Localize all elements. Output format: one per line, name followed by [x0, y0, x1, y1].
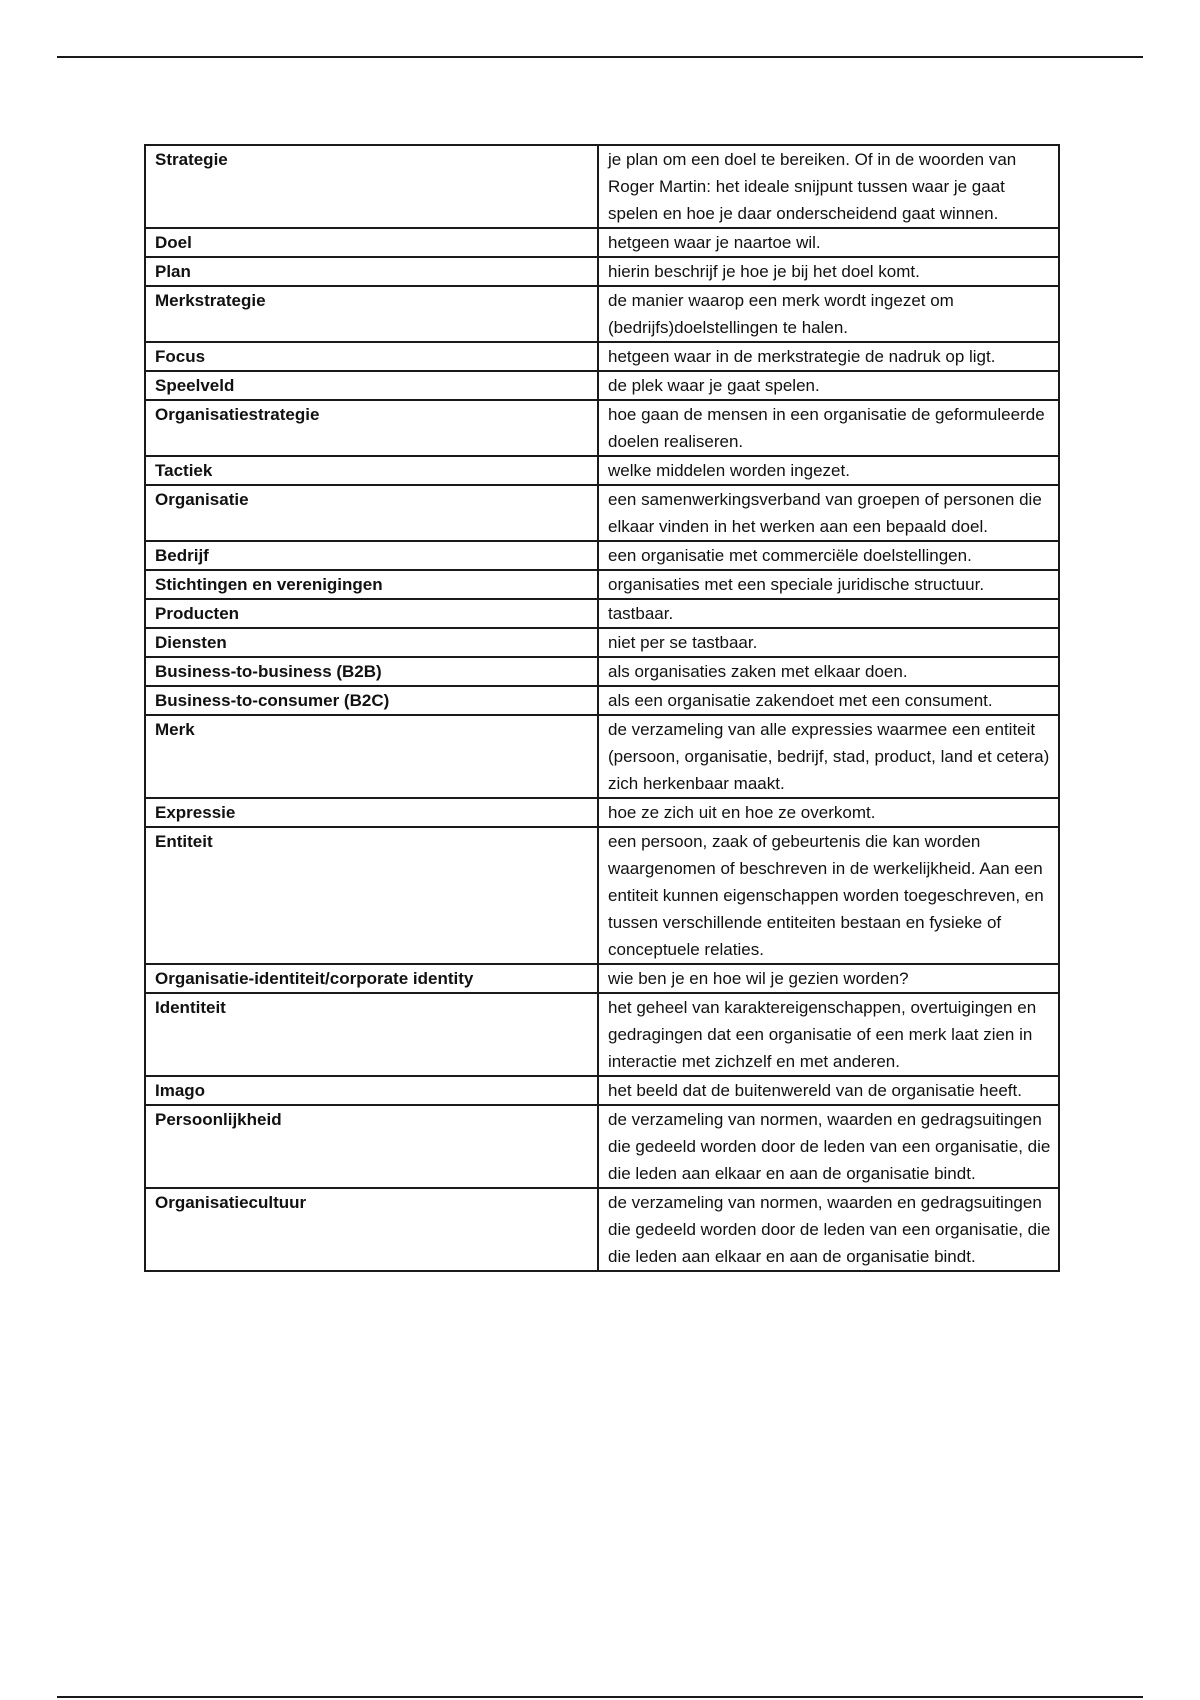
definition-cell: hoe gaan de mensen in een organisatie de geformuleerde doelen realiseren.: [598, 400, 1059, 456]
definition-cell: tastbaar.: [598, 599, 1059, 628]
term-cell: Stichtingen en verenigingen: [145, 570, 598, 599]
glossary-table: [144, 144, 1060, 1272]
term-cell: Doel: [145, 228, 598, 257]
table-row: [145, 628, 1059, 657]
term-cell: Organisatiecultuur: [145, 1188, 598, 1271]
definition-cell: je plan om een doel te bereiken. Of in de woorden van Roger Martin: het ideale snijpunt tussen waar je gaat spelen en hoe je daar onderscheidend gaat winnen.: [598, 145, 1059, 228]
table-row: [145, 342, 1059, 371]
table-row: [145, 228, 1059, 257]
table-row: [145, 145, 1059, 228]
definition-cell: het geheel van karaktereigenschappen, overtuigingen en gedragingen dat een organisatie of een merk laat zien in interactie met zichzelf en met anderen.: [598, 993, 1059, 1076]
term-cell: Bedrijf: [145, 541, 598, 570]
definition-cell: hoe ze zich uit en hoe ze overkomt.: [598, 798, 1059, 827]
table-row: [145, 798, 1059, 827]
table-row: [145, 599, 1059, 628]
table-row: [145, 485, 1059, 541]
term-cell: Business-to-business (B2B): [145, 657, 598, 686]
table-row: [145, 400, 1059, 456]
definition-cell: de plek waar je gaat spelen.: [598, 371, 1059, 400]
term-cell: Strategie: [145, 145, 598, 228]
table-row: [145, 1105, 1059, 1188]
definition-cell: als organisaties zaken met elkaar doen.: [598, 657, 1059, 686]
definition-cell: een persoon, zaak of gebeurtenis die kan worden waargenomen of beschreven in de werkelijkheid. Aan een entiteit kunnen eigenschappen worden toegeschreven, en tussen verschillende entiteiten bestaan en fysieke of conceptuele relaties.: [598, 827, 1059, 964]
table-row: [145, 1076, 1059, 1105]
term-cell: Plan: [145, 257, 598, 286]
definition-cell: een samenwerkingsverband van groepen of personen die elkaar vinden in het werken aan een bepaald doel.: [598, 485, 1059, 541]
term-cell: Entiteit: [145, 827, 598, 964]
term-cell: Speelveld: [145, 371, 598, 400]
term-cell: Tactiek: [145, 456, 598, 485]
table-row: [145, 570, 1059, 599]
term-cell: Imago: [145, 1076, 598, 1105]
term-cell: Producten: [145, 599, 598, 628]
definition-cell: wie ben je en hoe wil je gezien worden?: [598, 964, 1059, 993]
definition-cell: het beeld dat de buitenwereld van de organisatie heeft.: [598, 1076, 1059, 1105]
term-cell: Identiteit: [145, 993, 598, 1076]
term-cell: Organisatie-identiteit/corporate identity: [145, 964, 598, 993]
table-row: [145, 1188, 1059, 1271]
definition-cell: de verzameling van alle expressies waarmee een entiteit (persoon, organisatie, bedrijf, stad, product, land et cetera) zich herkenbaar maakt.: [598, 715, 1059, 798]
term-cell: Expressie: [145, 798, 598, 827]
footer-rule: [57, 1696, 1143, 1698]
definition-cell: welke middelen worden ingezet.: [598, 456, 1059, 485]
definition-cell: de verzameling van normen, waarden en gedragsuitingen die gedeeld worden door de leden van een organisatie, die die leden aan elkaar en aan de organisatie bindt.: [598, 1105, 1059, 1188]
term-cell: Organisatiestrategie: [145, 400, 598, 456]
table-row: [145, 827, 1059, 964]
table-row: [145, 286, 1059, 342]
term-cell: Organisatie: [145, 485, 598, 541]
definition-cell: als een organisatie zakendoet met een consument.: [598, 686, 1059, 715]
definition-cell: hetgeen waar in de merkstrategie de nadruk op ligt.: [598, 342, 1059, 371]
table-row: [145, 993, 1059, 1076]
definition-cell: hierin beschrijf je hoe je bij het doel komt.: [598, 257, 1059, 286]
definition-cell: organisaties met een speciale juridische structuur.: [598, 570, 1059, 599]
term-cell: Diensten: [145, 628, 598, 657]
table-row: [145, 964, 1059, 993]
term-cell: Focus: [145, 342, 598, 371]
term-cell: Merk: [145, 715, 598, 798]
definition-cell: niet per se tastbaar.: [598, 628, 1059, 657]
table-row: [145, 715, 1059, 798]
definition-cell: een organisatie met commerciële doelstellingen.: [598, 541, 1059, 570]
definition-cell: de manier waarop een merk wordt ingezet om (bedrijfs)doelstellingen te halen.: [598, 286, 1059, 342]
header-rule: [57, 56, 1143, 58]
term-cell: Merkstrategie: [145, 286, 598, 342]
table-row: [145, 541, 1059, 570]
table-row: [145, 257, 1059, 286]
term-cell: Business-to-consumer (B2C): [145, 686, 598, 715]
table-row: [145, 371, 1059, 400]
table-row: [145, 456, 1059, 485]
definition-cell: de verzameling van normen, waarden en gedragsuitingen die gedeeld worden door de leden van een organisatie, die die leden aan elkaar en aan de organisatie bindt.: [598, 1188, 1059, 1271]
table-row: [145, 657, 1059, 686]
term-cell: Persoonlijkheid: [145, 1105, 598, 1188]
definition-cell: hetgeen waar je naartoe wil.: [598, 228, 1059, 257]
table-row: [145, 686, 1059, 715]
